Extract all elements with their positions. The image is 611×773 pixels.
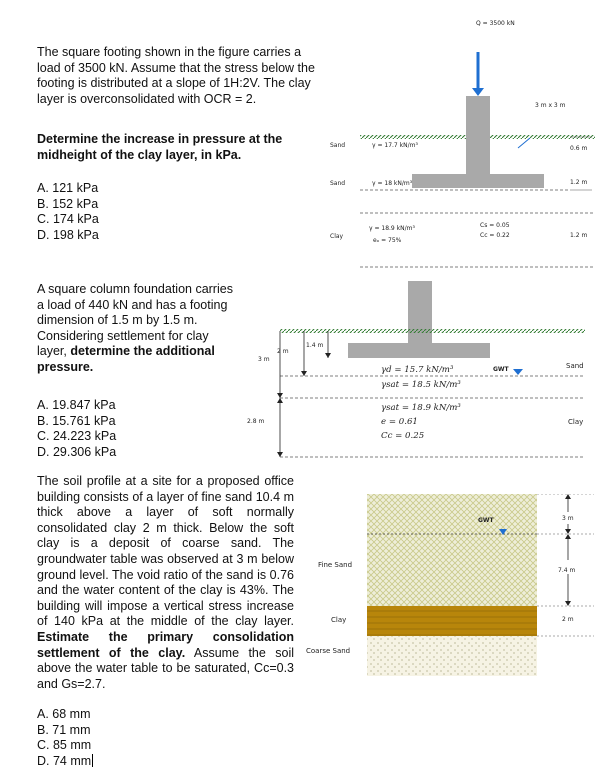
q1-layer1-prop: γ = 17.7 kN/m³ <box>372 142 418 149</box>
column <box>466 96 490 174</box>
q3-fine-label: Fine Sand <box>318 561 353 569</box>
q2-stem <box>37 282 233 376</box>
q3-arrow-2 <box>565 529 571 534</box>
q1-layer2-thk: 1.2 m <box>570 179 588 186</box>
q1-layer2-name: Sand <box>330 180 346 187</box>
q1-option-b: B. 152 kPa <box>37 196 99 211</box>
q1-options <box>37 181 99 243</box>
q2-gwt-marker <box>513 369 523 375</box>
q3-dim-2: 7.4 m <box>558 567 576 574</box>
q3-stem-text: The soil profile at a site for a proposed office building consists of a layer of fine sand 10.4 m thick above a layer of soft normally consolidated clay 2 m thick. Below the soft clay is a deposit of coarse sand. The groundwater table was observed at 3 m below ground level. The void ratio of the sand is 0.76 and the water content of the clay is 43%. The building will impose a vertical stress increase of 140 kPa at the middle of the clay layer. <box>37 474 294 629</box>
q1-layer3-prop2: eₒ = 75% <box>373 237 402 244</box>
q3-options <box>37 707 93 769</box>
q2-column <box>408 281 432 343</box>
q2-option-b: B. 15.761 kPa <box>37 413 116 428</box>
q2-ground-surface <box>280 329 585 333</box>
q2-stem-text: A square column foundation carries a load of 440 kN and has a footing dimension of 1.5 m by 1.5 m. Considering settlement for clay layer, <box>37 282 233 359</box>
q2-sand-prop1: γd = 15.7 kN/m³ <box>381 365 454 375</box>
coarse-sand-layer <box>367 636 537 676</box>
q3-option-c: C. 85 mm <box>37 738 92 753</box>
q1-size-label: 3 m x 3 m <box>535 102 566 109</box>
q3-coarse-label: Coarse Sand <box>306 647 351 655</box>
q2-dim-depth-label: 2 m <box>277 348 289 355</box>
q1-layer3-thk: 1.2 m <box>570 232 588 239</box>
q3-task: Estimate the primary consolidation settlement of the clay. <box>37 629 294 660</box>
q2-dim-embed-label: 1.4 m <box>306 342 324 349</box>
q2-dim-clay-label: 2.8 m <box>247 418 265 425</box>
q2-arrow-4 <box>301 371 307 376</box>
q2-clay-prop1: γsat = 18.9 kN/m³ <box>381 403 461 413</box>
q2-arrow-1 <box>277 393 283 398</box>
q3-dim-1: 3 m <box>562 515 574 522</box>
q2-options <box>37 398 116 460</box>
q1-load-label: Q = 3500 kN <box>476 20 515 27</box>
q2-arrow-3 <box>277 452 283 457</box>
q2-option-c: C. 24.223 kPa <box>37 429 117 444</box>
q1-layer1-thk: 0.6 m <box>570 145 588 152</box>
q3-option-d-text: D. 74 mm <box>37 753 92 768</box>
text-cursor <box>92 754 93 767</box>
q1-figure <box>330 30 600 270</box>
q2-clay-prop3: Cc = 0.25 <box>381 431 425 441</box>
q2-task: determine the additional pressure. <box>37 344 215 374</box>
q3-option-b: B. 71 mm <box>37 722 91 737</box>
q2-sand-label: Sand <box>566 362 584 370</box>
q1-option-c: C. 174 kPa <box>37 212 99 227</box>
q1-task: Determine the increase in pressure at the midheight of the clay layer, in kPa. <box>37 132 283 162</box>
q2-clay-label: Clay <box>568 418 584 426</box>
q2-sand-prop2: γsat = 18.5 kN/m³ <box>381 380 461 390</box>
q3-stem <box>37 474 294 692</box>
q1-layer1-name: Sand <box>330 142 346 149</box>
fine-sand-layer <box>367 494 537 606</box>
q3-tail: Assume the soil above the water table to be saturated, Cc=0.3 and Gs=2.7. <box>37 645 294 691</box>
q1-cs: Cs = 0.05 <box>480 222 510 229</box>
q1-layer3-name: Clay <box>330 233 344 240</box>
q3-arrow-3 <box>565 534 571 539</box>
q1-option-a: A. 121 kPa <box>37 181 99 195</box>
q3-gwt-label: GWT <box>478 517 494 524</box>
q1-option-d: D. 198 kPa <box>37 227 99 242</box>
q2-arrow-2 <box>277 398 283 403</box>
q3-clay-label: Clay <box>331 616 347 624</box>
q3-option-a: A. 68 mm <box>37 707 91 721</box>
q3-arrow-4 <box>565 601 571 606</box>
size-pointer <box>518 138 530 148</box>
footing <box>412 174 544 188</box>
q2-option-a: A. 19.847 kPa <box>37 398 116 412</box>
q2-footing <box>348 343 490 358</box>
q3-arrow-1 <box>565 494 571 499</box>
q1-layer3-prop1: γ = 18.9 kN/m³ <box>369 225 415 232</box>
clay-layer <box>367 606 537 636</box>
load-arrowhead <box>472 88 484 96</box>
q3-dim-3: 2 m <box>562 616 574 623</box>
q1-layer2-prop: γ = 18 kN/m³ <box>372 180 413 187</box>
q2-clay-prop2: e = 0.61 <box>381 417 418 427</box>
q1-cc: Cc = 0.22 <box>480 232 510 239</box>
q2-gwt-label: GWT <box>493 366 509 373</box>
q2-arrow-5 <box>325 353 331 358</box>
q3-option-d[interactable] <box>37 754 93 770</box>
q2-option-d: D. 29.306 kPa <box>37 444 117 459</box>
q1-stem: The square footing shown in the figure carries a load of 3500 kN. Assume that the stress below the footing is distributed at a slope of 1H:2V. The clay layer is overconsolidated with OCR = 2. <box>37 45 315 106</box>
q2-dim-top-label: 3 m <box>258 356 270 363</box>
